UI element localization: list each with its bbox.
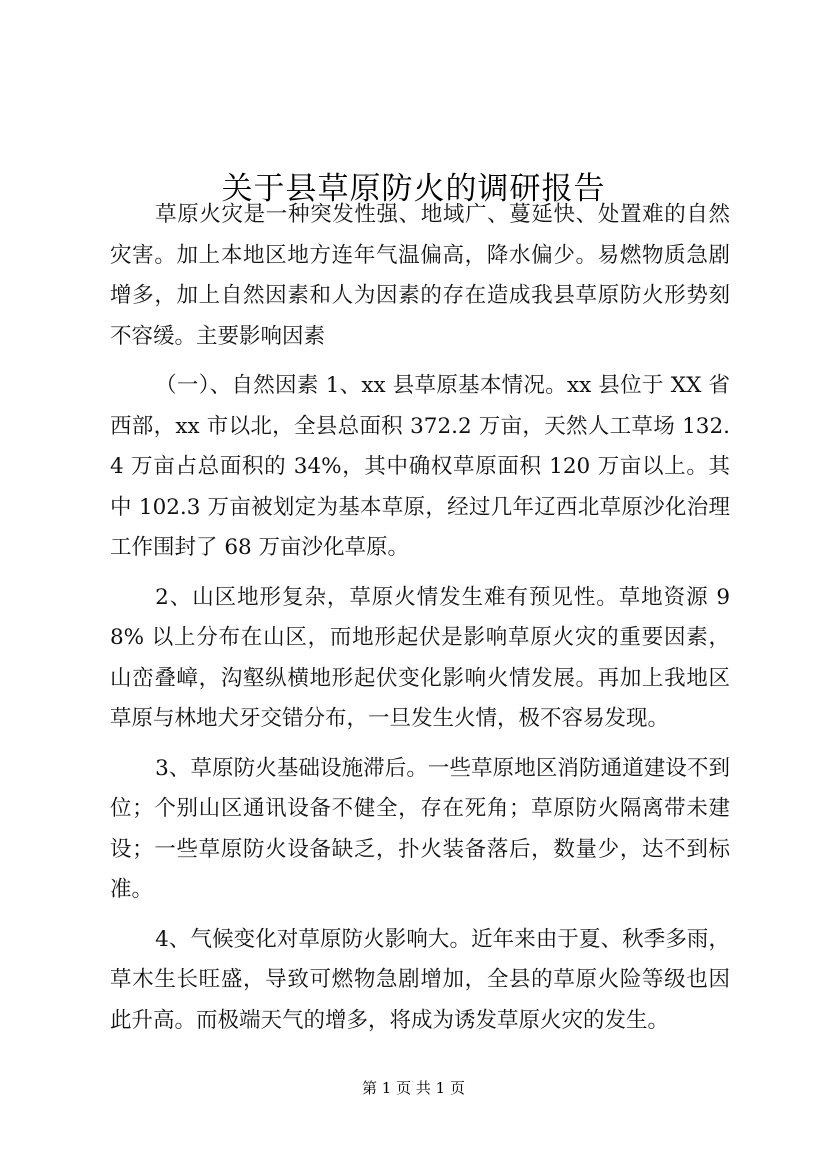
document-body — [110, 195, 730, 1050]
paragraph-intro: 草原火灾是一种突发性强、地域广、蔓延快、处置难的自然灾害。加上本地区地方连年气温偏高，降水偏少。易燃物质急剧增多，加上自然因素和人为因素的存在造成我县草原防火形势刻不容缓。主要影响因素 — [110, 202, 730, 349]
paragraph-natural-factors: （一）、自然因素 1、xx 县草原基本情况。xx 县位于 XX 省西部，xx 市以北，全县总面积 372.2 万亩，天然人工草场 132.4 万亩占总面积的 34%，其中确权草原面积 120 万亩以上。其中 102.3 万亩被划定为基本草原，经过几年辽西北草原沙化治理工作围封了 68 万亩沙化草原。 — [110, 373, 730, 560]
paragraph-infrastructure: 3、草原防火基础设施滞后。一些草原地区消防通道建设不到位；个别山区通讯设备不健全，存在死角；草原防火隔离带未建设；一些草原防火设备缺乏，扑火装备落后，数量少，达不到标准。 — [110, 755, 730, 902]
document-title: 关于县草原防火的调研报告 — [221, 170, 606, 207]
page-number: 第 1 页 共 1 页 — [362, 1079, 465, 1097]
paragraph-climate: 4、气候变化对草原防火影响大。近年来由于夏、秋季多雨，草木生长旺盛，导致可燃物急剧增加，全县的草原火险等级也因此升高。而极端天气的增多，将成为诱发草原火灾的发生。 — [110, 926, 730, 1033]
paragraph-terrain: 2、山区地形复杂，草原火情发生难有预见性。草地资源 98% 以上分布在山区，而地形起伏是影响草原火灾的重要因素，山峦叠嶂，沟壑纵横地形起伏变化影响火情发展。再加上我地区草原与林地犬牙交错分布，一旦发生火情，极不容易发现。 — [110, 584, 730, 731]
